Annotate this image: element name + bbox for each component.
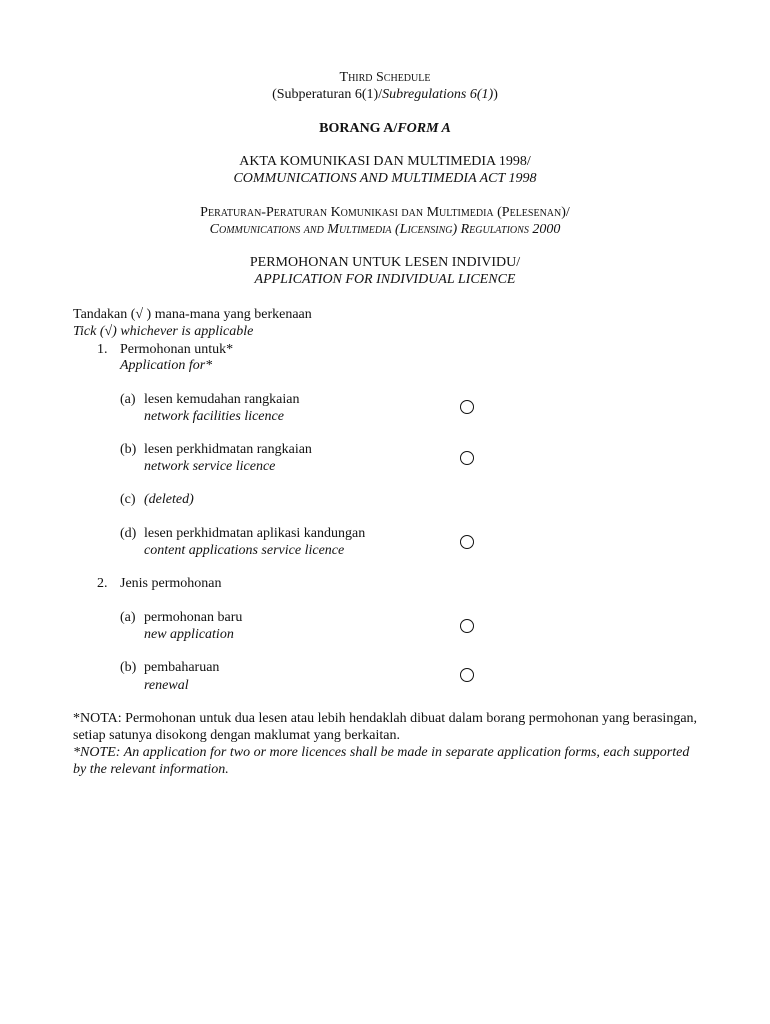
section2-item-b-letter: (b): [120, 660, 137, 675]
section2-number: 2.: [97, 576, 108, 591]
section2-item-b-english: renewal: [144, 678, 189, 693]
section1-item-d-malay: lesen perkhidmatan aplikasi kandungan: [144, 526, 366, 541]
subreg-close: ): [493, 87, 498, 102]
subregulation-reference: [0, 86, 770, 103]
section1-title-malay: Permohonan untuk*: [120, 342, 234, 357]
network-service-licence-radio[interactable]: [460, 451, 474, 465]
application-title-english: APPLICATION FOR INDIVIDUAL LICENCE: [254, 272, 516, 287]
section1-item-c-deleted: (deleted): [144, 492, 194, 507]
content-applications-service-licence-radio[interactable]: [460, 535, 474, 549]
subreg-english: Subregulations 6(1): [382, 87, 494, 102]
application-title-malay: PERMOHONAN UNTUK LESEN INDIVIDU/: [249, 255, 521, 270]
act-title-malay: AKTA KOMUNIKASI DAN MULTIMEDIA 1998/: [239, 154, 531, 169]
renewal-radio[interactable]: [460, 668, 474, 682]
network-facilities-licence-radio[interactable]: [460, 400, 474, 414]
section1-item-b-letter: (b): [120, 442, 137, 457]
act-title-english: COMMUNICATIONS AND MULTIMEDIA ACT 1998: [233, 171, 537, 186]
section2-title-malay: Jenis permohonan: [120, 576, 222, 591]
regulations-title-english: Communications and Multimedia (Licensing) Regulations 2000: [209, 222, 561, 237]
subreg-malay: (Subperaturan 6(1)/: [272, 87, 383, 102]
instruction-malay: Tandakan (√ ) mana-mana yang berkenaan: [73, 307, 312, 322]
section1-title-english: Application for*: [120, 358, 213, 373]
section1-item-b-malay: lesen perkhidmatan rangkaian: [144, 442, 312, 457]
section1-item-a-english: network facilities licence: [144, 409, 284, 424]
form-title: [0, 120, 770, 137]
section1-item-d-letter: (d): [120, 526, 137, 541]
new-application-radio[interactable]: [460, 619, 474, 633]
schedule-title: Third Schedule: [339, 70, 431, 85]
form-title-malay: BORANG A/: [319, 121, 398, 136]
section2-item-a-letter: (a): [120, 610, 136, 625]
instruction-english: Tick (√) whichever is applicable: [73, 324, 254, 339]
section2-item-a-malay: permohonan baru: [144, 610, 243, 625]
note-english: *NOTE: An application for two or more licences shall be made in separate application forms, each supported by the relevant information.: [73, 745, 690, 777]
note-malay: *NOTA: Permohonan untuk dua lesen atau lebih hendaklah dibuat dalam borang permohonan yang berasingan, setiap satunya disokong dengan maklumat yang berkaitan.: [73, 711, 698, 743]
section1-item-d-english: content applications service licence: [144, 543, 345, 558]
section1-item-b-english: network service licence: [144, 459, 276, 474]
section1-item-a-malay: lesen kemudahan rangkaian: [144, 392, 300, 407]
section1-item-a-letter: (a): [120, 392, 136, 407]
form-title-english: FORM A: [397, 121, 451, 136]
section2-item-a-english: new application: [144, 627, 234, 642]
regulations-title-malay: Peraturan-Peraturan Komunikasi dan Multimedia (Pelesenan)/: [200, 205, 570, 220]
section1-item-c-letter: (c): [120, 492, 136, 507]
section1-number: 1.: [97, 342, 108, 357]
section2-item-b-malay: pembaharuan: [144, 660, 220, 675]
